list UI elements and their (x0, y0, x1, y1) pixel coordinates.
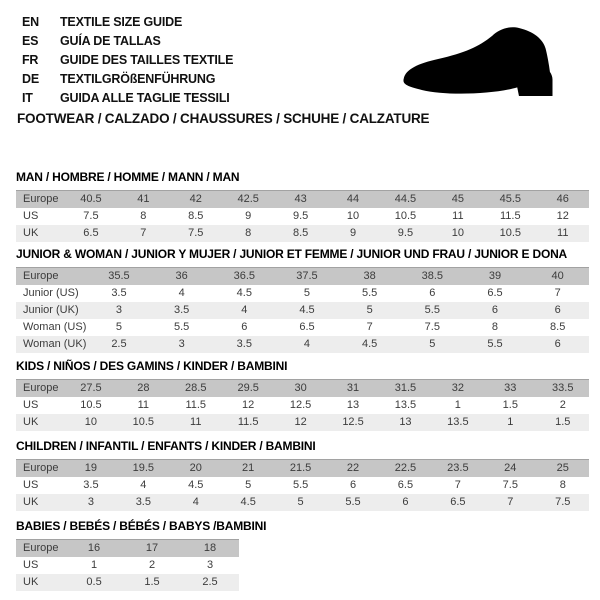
size-table-junior-woman (16, 267, 589, 353)
language-code: IT (22, 91, 33, 105)
size-cell: 38.5 (421, 270, 444, 283)
row-label: UK (23, 576, 39, 588)
size-cell: 13.5 (447, 416, 469, 428)
row-label: US (23, 399, 39, 411)
size-cell: 11.5 (499, 210, 521, 222)
size-cell: 40 (551, 270, 564, 283)
size-cell: 6.5 (397, 479, 414, 491)
size-cell: 18 (203, 542, 217, 555)
size-cell: 5 (366, 304, 373, 316)
size-table-header-row (16, 191, 589, 208)
size-cell: 7 (366, 321, 373, 333)
size-cell: 8 (245, 227, 252, 239)
size-table-row (16, 208, 589, 225)
language-label: GUIDA ALLE TAGLIE TESSILI (60, 91, 230, 105)
section-title-children: CHILDREN / INFANTIL / ENFANTS / KINDER / BAMBINI (16, 439, 316, 453)
size-table-row (16, 225, 589, 242)
size-cell: 2.5 (202, 576, 218, 588)
size-cell: 33.5 (552, 382, 574, 395)
size-cell: 5.5 (173, 321, 190, 333)
size-table-header-row (16, 540, 239, 557)
size-cell: 44.5 (394, 193, 417, 206)
row-label: Europe (23, 542, 59, 555)
row-label: UK (23, 496, 39, 508)
size-cell: 1 (90, 559, 98, 571)
size-cell: 10 (451, 227, 464, 239)
size-cell: 3.5 (83, 479, 99, 491)
size-cell: 9 (245, 210, 252, 222)
size-cell: 9 (349, 227, 357, 239)
size-cell: 4 (178, 287, 185, 299)
size-table-row (16, 319, 589, 336)
size-cell: 17 (145, 542, 159, 555)
section-title-junior-woman: JUNIOR & WOMAN / JUNIOR Y MUJER / JUNIOR ET FEMME / JUNIOR UND FRAU / JUNIOR E DONA (16, 247, 568, 261)
size-cell: 25 (556, 462, 569, 475)
size-cell: 42 (189, 193, 202, 206)
size-cell: 1.5 (502, 399, 518, 411)
size-cell: 8.5 (292, 227, 309, 239)
size-cell: 20 (189, 462, 202, 475)
size-table-row (16, 302, 589, 319)
size-cell: 4.5 (240, 496, 256, 508)
size-cell: 11 (557, 227, 569, 239)
row-label: US (23, 559, 39, 571)
size-cell: 8 (140, 210, 147, 222)
row-label: Junior (UK) (23, 304, 79, 316)
row-label: UK (23, 416, 39, 428)
size-cell: 12 (556, 210, 569, 222)
size-cell: 7 (140, 227, 147, 239)
section-title-babies: BABIES / BEBÉS / BÉBÉS / BABYS /BAMBINI (16, 519, 267, 533)
size-cell: 11 (137, 399, 150, 411)
size-table-row (16, 336, 589, 353)
size-cell: 3.5 (111, 287, 127, 299)
row-label: Europe (23, 382, 59, 395)
row-label: US (23, 479, 39, 491)
size-cell: 4 (241, 304, 248, 316)
language-code: EN (22, 15, 39, 29)
size-cell: 5 (303, 287, 311, 299)
size-table-row (16, 477, 589, 494)
size-cell: 28.5 (185, 382, 207, 395)
size-cell: 24 (504, 462, 517, 475)
size-cell: 11 (452, 210, 464, 222)
size-table-header-row (16, 268, 589, 285)
size-cell: 9.5 (292, 210, 309, 222)
size-cell: 6 (402, 496, 409, 508)
size-cell: 4 (140, 479, 147, 491)
language-label: TEXTILE SIZE GUIDE (60, 15, 183, 29)
size-cell: 46 (556, 193, 569, 206)
size-cell: 45 (451, 193, 464, 206)
size-cell: 41 (137, 193, 150, 206)
size-cell: 3.5 (135, 496, 151, 508)
language-label: TEXTILGRÖßENFÜHRUNG (60, 72, 216, 86)
size-cell: 29.5 (237, 382, 259, 395)
row-label: Europe (23, 270, 59, 283)
size-cell: 4.5 (362, 338, 378, 350)
size-cell: 12.5 (289, 399, 312, 411)
row-label: Europe (23, 193, 59, 206)
size-cell: 21 (242, 462, 255, 475)
size-cell: 35.5 (108, 270, 130, 283)
size-cell: 11.5 (237, 416, 259, 428)
size-table-header-row (16, 460, 589, 477)
size-cell: 7 (454, 479, 461, 491)
dress-shoe-icon (390, 22, 586, 108)
row-label: Junior (US) (23, 287, 79, 299)
size-cell: 3 (115, 304, 123, 316)
size-cell: 6.5 (83, 227, 99, 239)
size-table-babies (16, 539, 239, 591)
language-code: FR (22, 53, 39, 67)
section-children (16, 439, 589, 511)
size-cell: 10.5 (132, 416, 155, 428)
size-cell: 2 (559, 399, 566, 411)
size-cell: 10.5 (394, 210, 417, 222)
size-table-row (16, 574, 239, 591)
section-title-man: MAN / HOMBRE / HOMME / MANN / MAN (16, 170, 240, 184)
size-cell: 43 (294, 193, 307, 206)
size-cell: 7.5 (83, 210, 99, 222)
size-cell: 5 (429, 338, 436, 350)
size-cell: 13.5 (394, 399, 417, 411)
size-cell: 42.5 (237, 193, 259, 206)
language-list (22, 13, 233, 108)
row-label: UK (23, 227, 39, 239)
size-cell: 7 (554, 287, 561, 299)
size-table-header-row (16, 380, 589, 397)
language-row-es (22, 32, 233, 51)
size-cell: 5 (115, 321, 123, 333)
size-cell: 7.5 (502, 479, 518, 491)
size-cell: 8.5 (550, 321, 566, 333)
size-table-row (16, 285, 589, 302)
size-cell: 6 (429, 287, 436, 299)
language-code: ES (22, 34, 39, 48)
size-cell: 10.5 (80, 399, 102, 411)
size-cell: 36 (175, 270, 188, 283)
section-babies (16, 519, 266, 591)
size-cell: 45.5 (499, 193, 521, 206)
size-cell: 5.5 (487, 338, 503, 350)
size-cell: 8.5 (188, 210, 204, 222)
size-cell: 5.5 (292, 479, 309, 491)
size-cell: 7.5 (555, 496, 571, 508)
size-cell: 12 (294, 416, 307, 428)
size-cell: 2 (148, 559, 156, 571)
language-row-fr (22, 51, 233, 70)
size-cell: 3 (206, 559, 214, 571)
size-cell: 30 (294, 382, 307, 395)
size-table-man (16, 190, 589, 242)
size-cell: 5.5 (345, 496, 361, 508)
size-cell: 6.5 (487, 287, 503, 299)
size-cell: 6 (349, 479, 357, 491)
size-cell: 40.5 (80, 193, 102, 206)
size-cell: 3.5 (236, 338, 252, 350)
size-cell: 44 (346, 193, 360, 206)
size-cell: 1 (454, 399, 461, 411)
size-cell: 16 (87, 542, 101, 555)
size-cell: 8 (491, 321, 499, 333)
size-cell: 38 (363, 270, 376, 283)
size-table-row (16, 557, 239, 574)
size-cell: 10 (346, 210, 360, 222)
size-cell: 31 (346, 382, 360, 395)
size-cell: 1 (507, 416, 514, 428)
size-cell: 7.5 (424, 321, 440, 333)
size-cell: 37.5 (296, 270, 318, 283)
size-cell: 0.5 (86, 576, 102, 588)
size-cell: 3 (178, 338, 185, 350)
size-table-row (16, 414, 589, 431)
size-cell: 19 (84, 462, 98, 475)
size-table-kids (16, 379, 589, 431)
size-cell: 12.5 (342, 416, 364, 428)
size-cell: 4.5 (188, 479, 204, 491)
language-row-de (22, 70, 233, 89)
size-cell: 13 (399, 416, 412, 428)
size-cell: 27.5 (80, 382, 102, 395)
size-cell: 5.5 (362, 287, 378, 299)
size-cell: 5.5 (424, 304, 440, 316)
size-cell: 1.5 (144, 576, 160, 588)
section-man (16, 170, 589, 242)
size-cell: 8 (559, 479, 566, 491)
language-code: DE (22, 72, 39, 86)
section-title-kids: KIDS / NIÑOS / DES GAMINS / KINDER / BAMBINI (16, 359, 288, 373)
size-cell: 33 (504, 382, 517, 395)
size-table-row (16, 494, 589, 511)
language-label: GUIDE DES TAILLES TEXTILE (60, 53, 234, 67)
size-cell: 31.5 (394, 382, 417, 395)
size-cell: 5 (245, 479, 252, 491)
language-row-it (22, 89, 233, 108)
size-cell: 12 (242, 399, 255, 411)
size-cell: 11.5 (185, 399, 207, 411)
size-cell: 6 (554, 304, 561, 316)
size-cell: 22.5 (394, 462, 417, 475)
category-title: FOOTWEAR / CALZADO / CHAUSSURES / SCHUHE / CALZATURE (17, 111, 430, 126)
row-label: Europe (23, 462, 59, 475)
size-cell: 6.5 (299, 321, 315, 333)
size-cell: 19.5 (132, 462, 155, 475)
size-cell: 4 (303, 338, 311, 350)
size-cell: 6.5 (450, 496, 466, 508)
size-cell: 10.5 (499, 227, 521, 239)
size-cell: 3.5 (173, 304, 190, 316)
size-cell: 4 (192, 496, 199, 508)
size-cell: 39 (488, 270, 502, 283)
size-cell: 32 (451, 382, 464, 395)
size-cell: 6 (241, 321, 248, 333)
size-cell: 6 (491, 304, 499, 316)
size-cell: 22 (346, 462, 360, 475)
size-cell: 4.5 (299, 304, 315, 316)
size-cell: 4.5 (236, 287, 252, 299)
size-cell: 10 (84, 416, 98, 428)
size-cell: 13 (346, 399, 360, 411)
section-junior-woman (16, 247, 589, 353)
row-label: US (23, 210, 39, 222)
size-cell: 7.5 (188, 227, 204, 239)
size-cell: 36.5 (233, 270, 256, 283)
size-cell: 9.5 (397, 227, 414, 239)
size-table-children (16, 459, 589, 511)
size-table-row (16, 397, 589, 414)
size-cell: 5 (297, 496, 304, 508)
size-cell: 6 (554, 338, 561, 350)
language-row-en (22, 13, 233, 32)
row-label: Woman (US) (23, 321, 87, 333)
size-cell: 7 (507, 496, 514, 508)
size-cell: 11 (190, 416, 202, 428)
size-cell: 23.5 (447, 462, 469, 475)
size-cell: 2.5 (111, 338, 127, 350)
size-cell: 28 (137, 382, 150, 395)
size-cell: 1.5 (555, 416, 571, 428)
section-kids (16, 359, 589, 431)
language-label: GUÍA DE TALLAS (60, 34, 161, 48)
row-label: Woman (UK) (23, 338, 87, 350)
size-cell: 21.5 (289, 462, 312, 475)
size-cell: 3 (87, 496, 94, 508)
